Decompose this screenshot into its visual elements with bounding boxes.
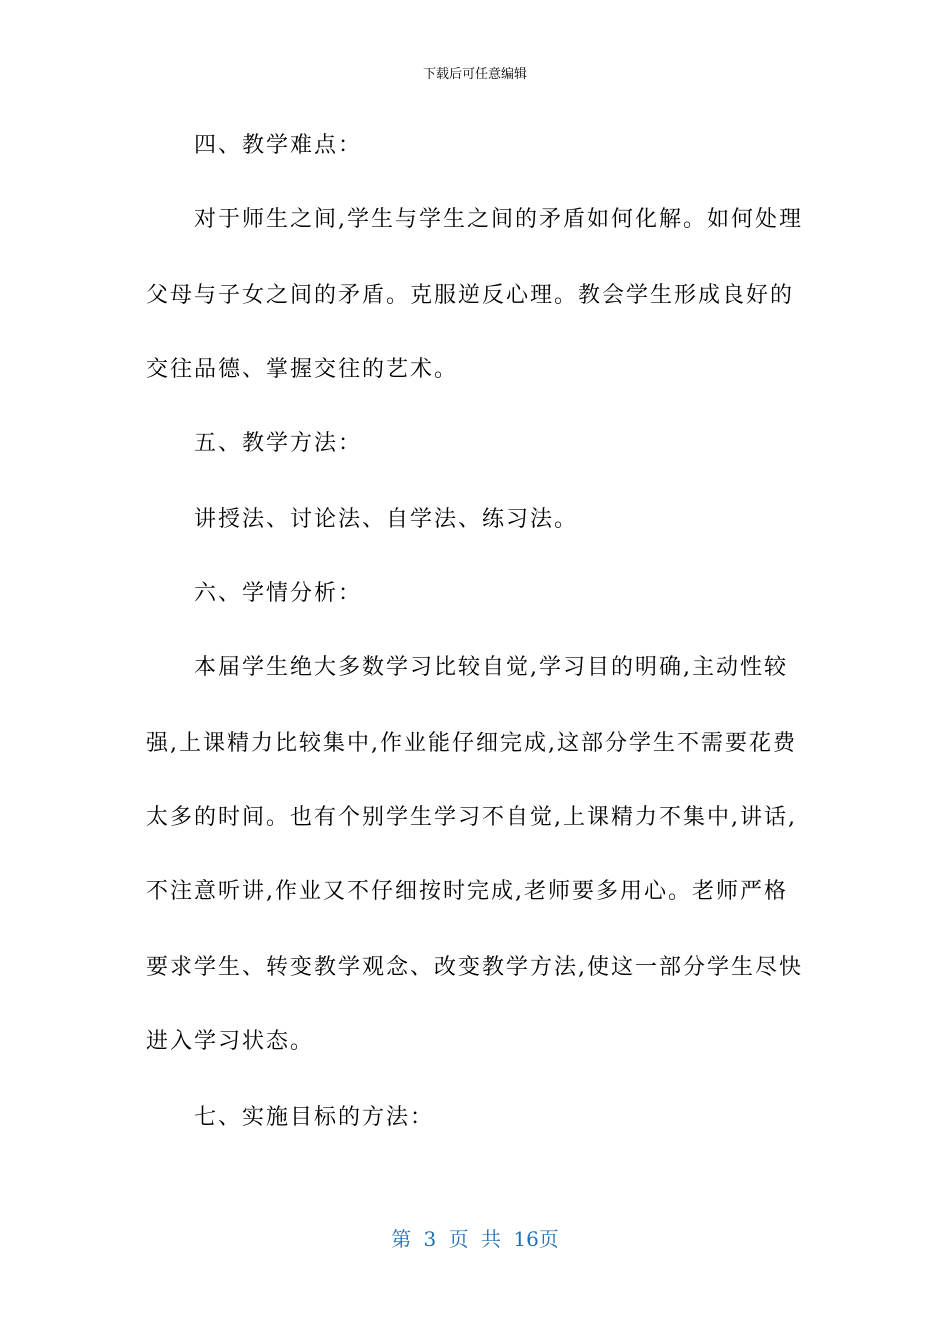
section-heading-5: 五、教学方法：: [194, 431, 363, 456]
paragraph-line: 强,上课精力比较集中,作业能仔细完成,这部分学生不需要花费: [146, 731, 797, 756]
paragraph-line: 本届学生绝大多数学习比较自觉,学习目的明确,主动性较: [194, 655, 788, 680]
paragraph-line: 要求学生、转变教学观念、改变教学方法,使这一部分学生尽快: [146, 955, 803, 980]
paragraph-line: 不注意听讲,作业又不仔细按时完成,老师要多用心。老师严格: [146, 879, 788, 904]
paragraph-line: 太多的时间。也有个别学生学习不自觉,上课精力不集中,讲话,: [146, 805, 797, 830]
section-heading-4: 四、教学难点：: [194, 133, 363, 158]
paragraph-line: 讲授法、讨论法、自学法、练习法。: [194, 507, 579, 532]
paragraph-line: 交往品德、掌握交往的艺术。: [146, 357, 459, 382]
page-number-footer: 第 3 页 共 16页: [391, 1227, 559, 1251]
paragraph-line: 父母与子女之间的矛盾。克服逆反心理。教会学生形成良好的: [146, 283, 795, 308]
paragraph-line: 对于师生之间,学生与学生之间的矛盾如何化解。如何处理: [194, 207, 803, 232]
paragraph-line: 进入学习状态。: [146, 1029, 315, 1054]
page-header: 下载后可任意编辑: [422, 67, 527, 82]
section-heading-7: 七、实施目标的方法：: [194, 1105, 435, 1130]
section-heading-6: 六、学情分析：: [194, 581, 363, 606]
